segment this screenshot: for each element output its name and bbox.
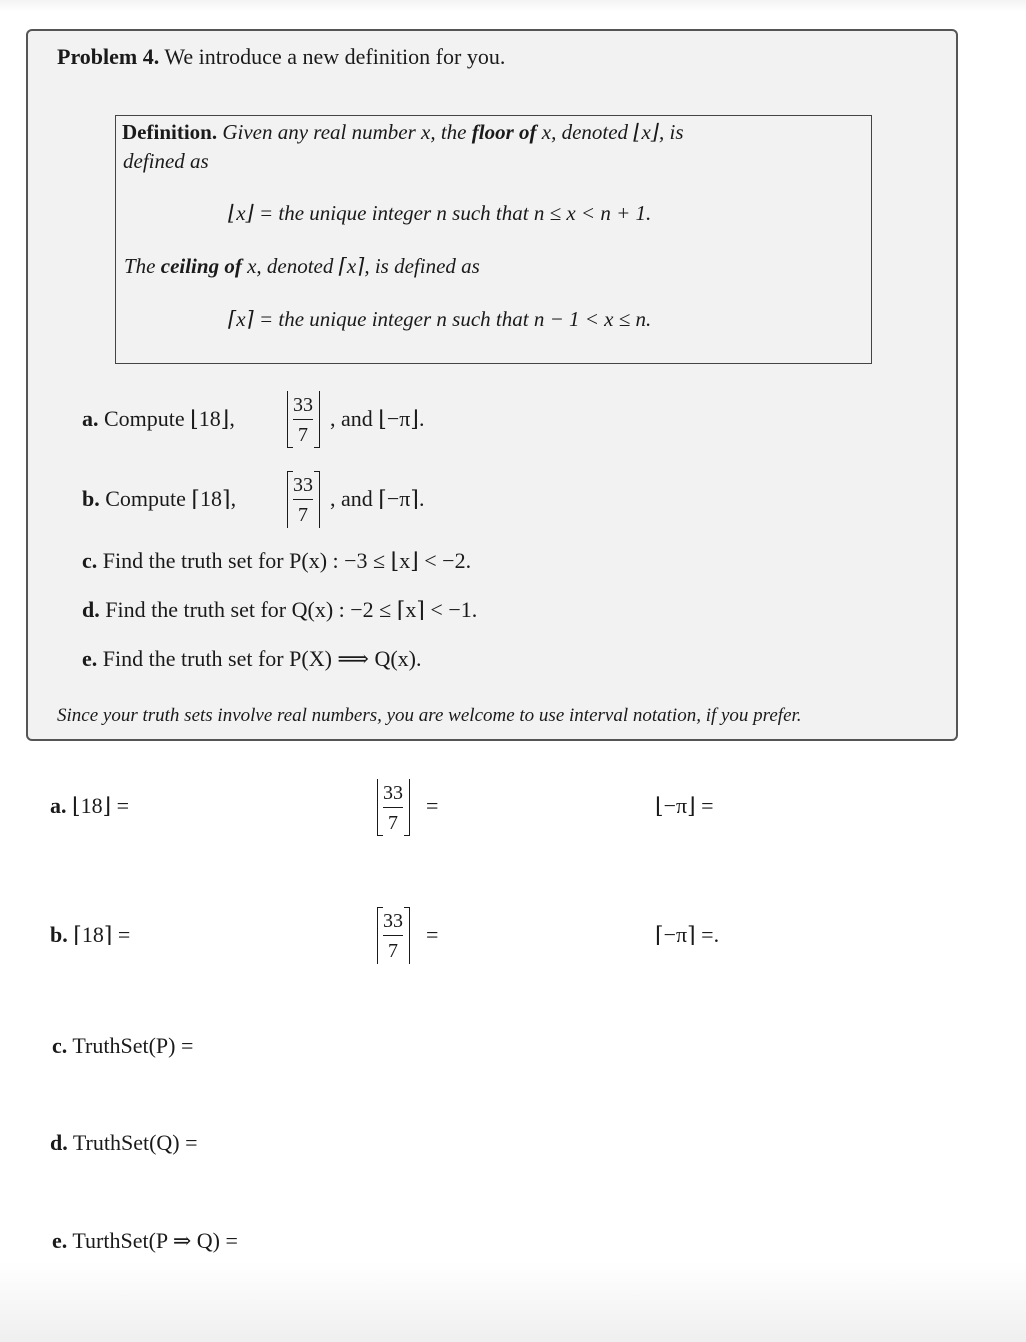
fraction-bar [383,807,403,808]
ceiling-post: x, denoted ⌈x⌉, is defined as [241,254,480,278]
fraction-denominator: 7 [298,504,308,526]
answer-a-third: ⌊−π⌋ = [655,793,714,818]
fraction-bar [293,419,313,420]
fraction-numerator: 33 [293,394,313,416]
answer-b-third: ⌈−π⌉ =. [655,922,720,947]
bracket-cap [377,835,383,836]
definition-line1 [122,120,684,145]
answer-c-label: c. [52,1033,68,1058]
problem-title: Problem 4. [57,44,160,69]
answer-e-text: TurthSet(P ⇒ Q) = [72,1228,238,1253]
definition-line2: defined as [123,149,209,173]
part-e [82,646,422,672]
floor-term: floor of [471,120,537,144]
part-b-label: b. [82,486,100,511]
bracket-cap [287,447,293,448]
part-d-text: Find the truth set for Q(x) : −2 ≤ ⌈x⌉ < −1. [105,597,478,622]
part-c [82,548,471,574]
answer-d-text: TruthSet(Q) = [72,1130,198,1155]
answer-d-label: d. [50,1130,68,1155]
fraction-denominator: 7 [388,940,398,962]
answer-c [52,1033,193,1059]
fraction-denominator: 7 [298,424,308,446]
fraction-bar [383,935,403,936]
ceiling-formula: ⌈x⌉ = the unique integer n such that n − 1 < x ≤ n. [228,307,652,331]
part-e-text: Find the truth set for P(X) ⟹ Q(x). [102,646,422,671]
part-a-pre [82,406,235,432]
bracket-cap [404,835,410,836]
footnote: Since your truth sets involve real numbers, you are welcome to use interval notation, if you prefer. [57,705,802,726]
ceiling-definition [124,254,480,279]
bracket-cap [287,471,293,472]
answer-b-fraction [377,905,409,967]
answer-d [50,1130,198,1156]
part-c-label: c. [82,548,98,573]
part-a-floor-fraction [287,389,319,451]
part-b-text-pre: Compute ⌈18⌉, [105,486,237,511]
ceiling-term: ceiling of [160,254,242,278]
answer-a-first-expr: ⌊18⌋ = [72,793,130,818]
answer-e-label: e. [52,1228,68,1253]
bracket-right [409,779,410,836]
part-b-text-post: , and ⌈−π⌉. [330,486,425,511]
definition-line1-pre: Given any real number x, the [222,120,472,144]
answer-c-text: TruthSet(P) = [72,1033,194,1058]
fraction-denominator: 7 [388,812,398,834]
bracket-cap [377,907,383,908]
answer-b-label: b. [50,922,68,947]
floor-formula: ⌊x⌋ = the unique integer n such that n ≤ x < n + 1. [228,201,652,225]
part-e-label: e. [82,646,98,671]
part-d-label: d. [82,597,100,622]
answer-e [52,1228,238,1254]
bracket-right [319,391,320,448]
answer-a-mid-eq: = [426,793,439,818]
answer-b-first-expr: ⌈18⌉ = [73,922,131,947]
bracket-cap [314,447,320,448]
answer-a-label: a. [50,793,67,818]
part-d [82,597,477,623]
part-a-text-pre: Compute ⌊18⌋, [104,406,235,431]
bracket-right [319,471,320,528]
part-b-pre [82,486,236,512]
ceiling-pre: The [124,254,161,278]
bracket-cap [404,907,410,908]
bracket-right [409,907,410,964]
answer-a-first [50,793,129,819]
top-band [0,0,1026,12]
fraction-numerator: 33 [383,782,403,804]
bracket-cap [314,471,320,472]
answer-b-mid-eq: = [426,922,439,947]
fraction-numerator: 33 [293,474,313,496]
problem-header [57,44,505,70]
part-a-text-post: , and ⌊−π⌋. [330,406,425,431]
fraction-numerator: 33 [383,910,403,932]
answer-a-fraction [377,777,409,839]
definition-label: Definition. [122,120,218,144]
definition-line1-post: x, denoted ⌊x⌋, is [536,120,684,144]
part-c-text: Find the truth set for P(x) : −3 ≤ ⌊x⌋ < −2. [102,548,472,573]
part-b-ceiling-fraction [287,469,319,531]
problem-intro: We introduce a new definition for you. [164,44,506,69]
fraction-bar [293,499,313,500]
answer-b-first [50,922,130,948]
part-a-label: a. [82,406,99,431]
